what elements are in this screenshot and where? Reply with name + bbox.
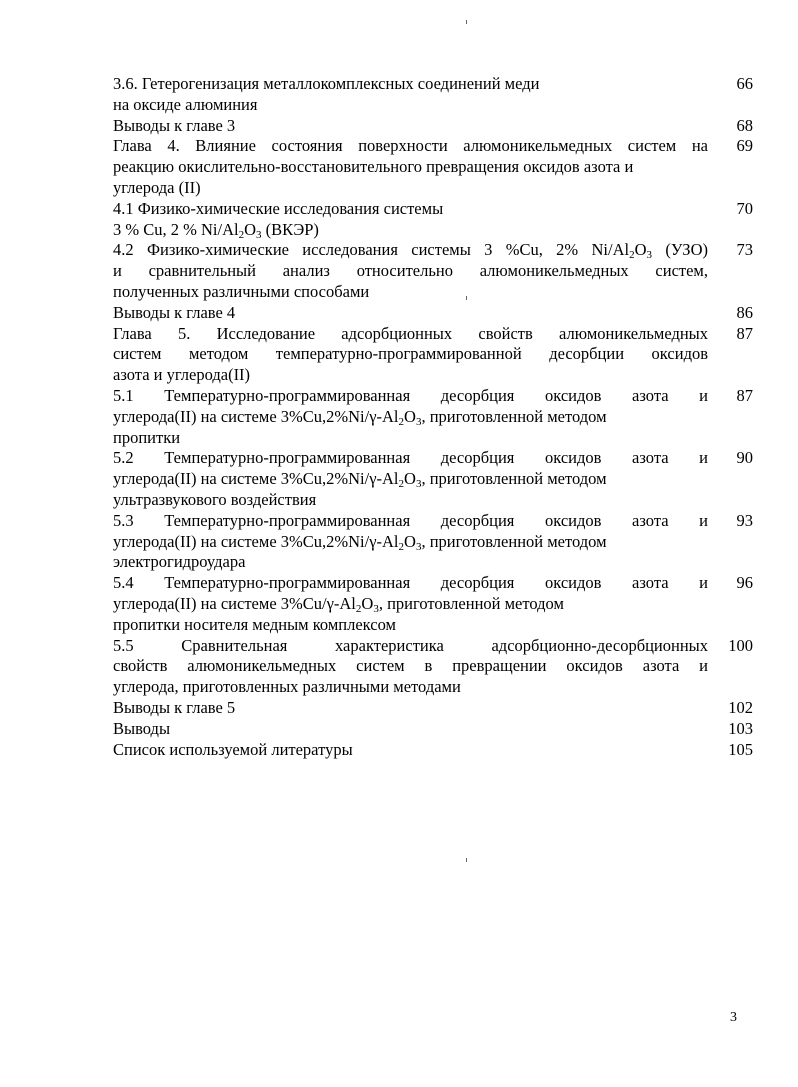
toc-entry-line: пропитки bbox=[113, 427, 181, 447]
toc-entry bbox=[113, 136, 753, 198]
toc-entry-title bbox=[113, 136, 708, 198]
toc-entry-line: 4.2 Физико-химические исследования системы 3 %Cu, 2% $Ni/Al_2O_3$ (УЗО) bbox=[113, 240, 708, 262]
toc-entry-line: 5.3 Температурно-программированная десорбция оксидов азота и bbox=[113, 510, 708, 530]
toc-entry-page: 93 bbox=[736, 510, 753, 530]
scan-mark bbox=[466, 20, 467, 24]
toc-entry-line: 3 % Cu, 2 % $Ni/Al_2O_3$ (ВКЭР) bbox=[113, 219, 319, 241]
toc-entry bbox=[113, 199, 753, 241]
toc-entry-title bbox=[113, 74, 708, 116]
toc-entry-line: углерода(II) на системе $3\%Cu,2\%Ni/\gamma-Al_2O_3$, приготовленной методом bbox=[113, 469, 607, 491]
toc-entry bbox=[113, 740, 753, 761]
toc-entry bbox=[113, 240, 753, 302]
toc-entry-line: систем методом температурно-программированной десорбции оксидов bbox=[113, 344, 708, 364]
toc-entry-line: азота и углерода(II) bbox=[113, 365, 251, 385]
toc-entry bbox=[113, 448, 753, 510]
toc-entry-line: Выводы к главе 4 bbox=[113, 302, 236, 322]
table-of-contents bbox=[113, 74, 753, 760]
toc-entry-title bbox=[113, 719, 708, 740]
toc-entry-line: 5.5 Сравнительная характеристика адсорбционно-десорбционных bbox=[113, 635, 708, 655]
toc-entry bbox=[113, 719, 753, 740]
toc-entry-line: Выводы к главе 5 bbox=[113, 697, 236, 717]
toc-entry-page: 69 bbox=[736, 136, 753, 156]
toc-entry-line: Глава 4. Влияние состояния поверхности алюмоникельмедных систем на bbox=[113, 136, 708, 156]
toc-entry-page: 102 bbox=[728, 697, 753, 717]
toc-entry-line: углерода, приготовленных различными методами bbox=[113, 677, 461, 697]
toc-entry-line: полученных различными способами bbox=[113, 281, 370, 301]
toc-entry-line: Выводы bbox=[113, 718, 171, 738]
toc-entry-title bbox=[113, 448, 708, 510]
toc-entry-line: углерода (II) bbox=[113, 177, 201, 197]
toc-entry bbox=[113, 573, 753, 635]
toc-entry-line: 3.6. Гетерогенизация металлокомплексных соединений меди bbox=[113, 74, 540, 93]
toc-entry-title bbox=[113, 116, 708, 137]
toc-entry-line: на оксиде алюминия bbox=[113, 94, 258, 114]
toc-entry-line: пропитки носителя медным комплексом bbox=[113, 614, 396, 634]
toc-entry-page: 90 bbox=[736, 448, 753, 468]
toc-entry-page: 100 bbox=[728, 635, 753, 655]
toc-entry-title bbox=[113, 511, 708, 573]
toc-entry-page: 103 bbox=[728, 718, 753, 738]
toc-entry-title bbox=[113, 636, 708, 698]
toc-entry bbox=[113, 636, 753, 698]
toc-entry-line: углерода(II) на системе $3\%Cu,2\%Ni/\gamma-Al_2O_3$, приготовленной методом bbox=[113, 531, 607, 553]
toc-entry-page: 87 bbox=[736, 385, 753, 405]
toc-entry bbox=[113, 698, 753, 719]
toc-entry-line: электрогидроудара bbox=[113, 552, 246, 572]
toc-entry-line: реакцию окислительно-восстановительного превращения оксидов азота и bbox=[113, 157, 634, 177]
toc-entry-title bbox=[113, 740, 708, 761]
toc-entry-line: свойств алюмоникельмедных систем в превращении оксидов азота и bbox=[113, 656, 708, 676]
toc-entry-title bbox=[113, 324, 708, 386]
toc-entry-page: 87 bbox=[736, 323, 753, 343]
toc-entry-title bbox=[113, 698, 708, 719]
toc-entry-page: 66 bbox=[736, 74, 753, 93]
toc-entry-line: ультразвукового воздействия bbox=[113, 489, 317, 509]
toc-entry-line: 5.4 Температурно-программированная десорбция оксидов азота и bbox=[113, 573, 708, 593]
toc-entry bbox=[113, 324, 753, 386]
toc-entry bbox=[113, 386, 753, 448]
scan-mark bbox=[466, 858, 467, 862]
toc-entry-title bbox=[113, 386, 708, 448]
toc-entry-page: 73 bbox=[736, 240, 753, 260]
toc-entry-line: Выводы к главе 3 bbox=[113, 115, 236, 135]
toc-entry bbox=[113, 74, 753, 116]
toc-entry-line: 4.1 Физико-химические исследования системы bbox=[113, 198, 444, 218]
toc-entry-page: 68 bbox=[736, 115, 753, 135]
toc-entry bbox=[113, 116, 753, 137]
toc-entry-title bbox=[113, 573, 708, 635]
toc-entry-line: углерода(II) на системе $3\%Cu,2\%Ni/\gamma-Al_2O_3$, приготовленной методом bbox=[113, 406, 607, 428]
toc-entry-page: 105 bbox=[728, 739, 753, 759]
toc-entry-line: 5.2 Температурно-программированная десорбция оксидов азота и bbox=[113, 448, 708, 468]
toc-entry-page: 86 bbox=[736, 302, 753, 322]
toc-entry-line: углерода(II) на системе $3\%Cu/\gamma-Al_2O_3$, приготовленной методом bbox=[113, 593, 564, 615]
toc-entry-title bbox=[113, 199, 708, 241]
page-number: 3 bbox=[730, 1010, 737, 1025]
toc-entry-page: 70 bbox=[736, 198, 753, 218]
toc-entry-line: 5.1 Температурно-программированная десорбция оксидов азота и bbox=[113, 385, 708, 405]
toc-entry-line: и сравнительный анализ относительно алюмоникельмедных систем, bbox=[113, 261, 708, 281]
toc-entry-page: 96 bbox=[736, 573, 753, 593]
toc-entry bbox=[113, 303, 753, 324]
toc-entry-line: Список используемой литературы bbox=[113, 739, 353, 759]
toc-entry bbox=[113, 511, 753, 573]
toc-entry-title bbox=[113, 303, 708, 324]
toc-entry-title bbox=[113, 240, 708, 302]
toc-entry-line: Глава 5. Исследование адсорбционных свойств алюмоникельмедных bbox=[113, 323, 708, 343]
